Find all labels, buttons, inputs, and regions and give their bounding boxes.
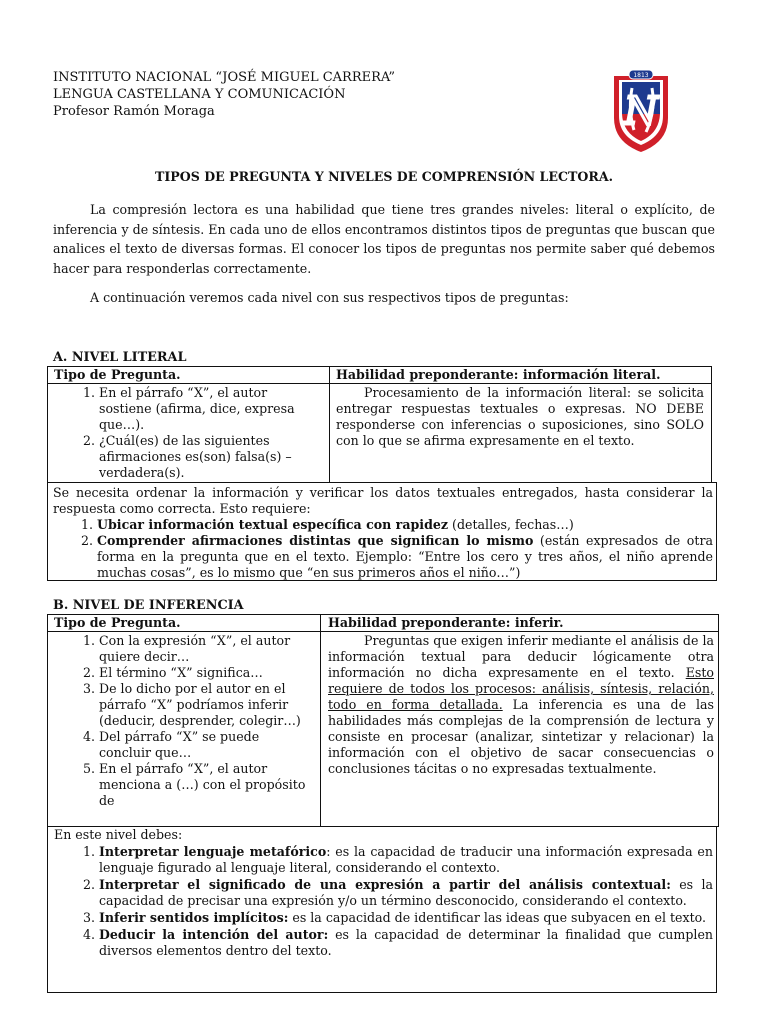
list-item: 4. Del párrafo “X” se puede concluir que… <box>99 729 312 761</box>
list-item: 5. En el párrafo “X”, el autor menciona a (…) con el propósito de <box>99 761 312 809</box>
section-a-skill-text: Procesamiento de la información literal: se solicita entregar respuestas textuales o expresas. NO DEBE responderse con inferencias o suposiciones, sino SOLO con lo que se afirma expresamente en el texto. <box>336 385 704 448</box>
section-a-col1-header: Tipo de Pregunta. <box>54 367 181 382</box>
skill-text-part-2: La inferencia es una de las habilidades más complejas de la comprensión de lectura y consiste en procesar (analizar, sintetizar y relacionar) la información con el objetivo de sacar consecuencias o conclusiones tácitas o no expresadas textualmente. <box>328 697 714 776</box>
section-b-requirements-box <box>47 826 717 993</box>
intro-paragraph-1: La compresión lectora es una habilidad que tiene tres grandes niveles: literal o explícito, de inferencia y de síntesis. En cada uno de ellos encontramos distintos tipos de preguntas que buscan que analices el texto de diversas formas. El conocer los tipos de preguntas nos permite saber qué debemos hacer para responderlas correctamente. <box>53 202 715 276</box>
skill-text-underlined: Esto requiere de todos los procesos: análisis, síntesis, relación, todo en forma detallada. <box>328 665 714 712</box>
svg-text:N: N <box>624 89 658 133</box>
list-item <box>97 517 713 533</box>
section-a-question-list <box>54 385 314 481</box>
section-b-table <box>47 614 719 827</box>
school-crest-logo <box>610 66 672 154</box>
requirement-bold: Interpretar lenguaje metafórico <box>99 844 327 859</box>
list-item <box>99 910 713 926</box>
section-b-requirement-intro: En este nivel debes: <box>54 827 183 842</box>
requirement-bold: Deducir la intención del autor: <box>99 927 329 942</box>
page-title: TIPOS DE PREGUNTA Y NIVELES DE COMPRENSIÓN LECTORA. <box>155 169 613 184</box>
list-item <box>99 927 713 959</box>
section-a-requirement-list <box>53 517 713 581</box>
list-item: 2. ¿Cuál(es) de las siguientes afirmaciones es(son) falsa(s) – verdadera(s). <box>99 433 314 481</box>
requirement-rest: es la capacidad de identificar las ideas que subyacen en el texto. <box>288 910 707 925</box>
list-item <box>99 877 713 909</box>
requirement-bold: Comprender afirmaciones distintas que significan lo mismo <box>97 533 534 548</box>
section-b-requirement-list <box>53 844 713 959</box>
requirement-rest: es la capacidad de precisar una expresión y/o un término desconocido, considerando el contexto. <box>99 877 713 908</box>
list-item: 2. El término “X” significa… <box>99 665 312 681</box>
list-item: 3. De lo dicho por el autor en el párrafo “X” podríamos inferir (deducir, desprender, colegir…) <box>99 681 312 729</box>
section-a-requirements-box <box>47 482 717 581</box>
requirement-rest: es la capacidad de determinar la finalidad que cumplen diversos elementos dentro del texto. <box>99 927 714 958</box>
requirement-rest: : es la capacidad de traducir una información expresada en lenguaje figurado al lenguaje literal, considerando el contexto. <box>99 844 713 875</box>
section-a-table <box>47 366 712 483</box>
skill-text-part-1: Preguntas que exigen inferir mediante el análisis de la información textual para deducir lógicamente otra información no dicha expresamente en el texto. <box>328 633 714 680</box>
requirement-rest: (están expresados de otra forma en la pregunta que en el texto. Ejemplo: “Entre los cero y tres años, el niño aprende muchas cosas”, es lo mismo que “en sus primeros años el niño…”) <box>97 533 713 580</box>
section-a-title: A. NIVEL LITERAL <box>53 350 187 365</box>
requirement-bold: Inferir sentidos implícitos: <box>99 910 289 925</box>
section-b-title: B. NIVEL DE INFERENCIA <box>53 598 244 613</box>
list-item <box>99 844 713 876</box>
section-b-col1-header: Tipo de Pregunta. <box>54 615 181 630</box>
section-a-requirement-intro: Se necesita ordenar la información y verificar los datos textuales entregados, hasta considerar la respuesta como correcta. Esto requiere: <box>53 485 713 516</box>
school-header <box>53 69 395 120</box>
intro-paragraph-2: A continuación veremos cada nivel con sus respectivos tipos de preguntas: <box>90 290 569 305</box>
list-item <box>97 533 713 581</box>
list-item: 1. En el párrafo “X”, el autor sostiene (afirma, dice, expresa que…). <box>99 385 314 433</box>
section-b-col2-header: Habilidad preponderante: inferir. <box>328 615 564 630</box>
section-a-col2-header: Habilidad preponderante: información literal. <box>336 367 661 382</box>
requirement-rest: (detalles, fechas…) <box>448 517 574 532</box>
list-item: 1. Con la expresión “X”, el autor quiere decir… <box>99 633 312 665</box>
section-b-question-list <box>54 633 312 809</box>
requirement-bold: Ubicar información textual específica con rapidez <box>97 517 449 532</box>
svg-text:1813: 1813 <box>633 72 649 79</box>
subject-name: LENGUA CASTELLANA Y COMUNICACIÓN <box>53 87 346 102</box>
requirement-bold: Interpretar el significado de una expresión a partir del análisis contextual: <box>99 877 671 892</box>
teacher-name: Profesor Ramón Moraga <box>53 104 215 119</box>
section-b-skill-text <box>328 633 714 777</box>
school-name: INSTITUTO NACIONAL “JOSÉ MIGUEL CARRERA” <box>53 70 396 85</box>
